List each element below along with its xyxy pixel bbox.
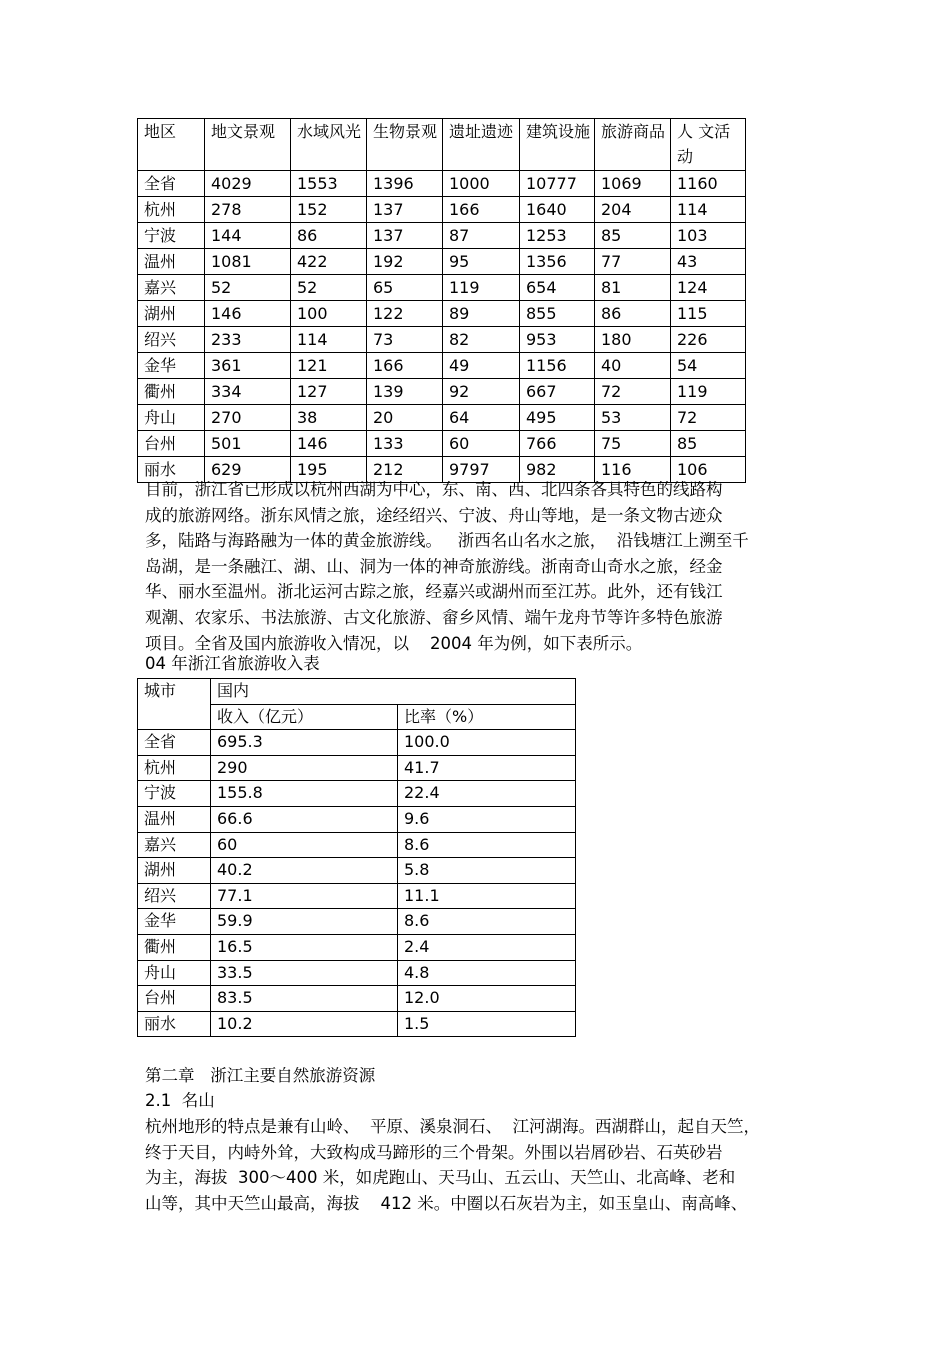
count-cell: 278	[205, 197, 291, 223]
count-cell: 65	[367, 275, 443, 301]
table-row	[138, 960, 576, 986]
count-cell: 139	[367, 379, 443, 405]
count-cell: 115	[671, 301, 746, 327]
count-cell: 100	[291, 301, 367, 327]
table-row	[138, 405, 746, 431]
count-cell: 137	[367, 197, 443, 223]
count-cell: 495	[520, 405, 595, 431]
city-cell: 绍兴	[138, 883, 211, 909]
city-cell: 温州	[138, 806, 211, 832]
tourism-income-table	[137, 678, 576, 1037]
ratio-cell: 11.1	[398, 883, 576, 909]
table-row	[138, 934, 576, 960]
count-cell: 82	[443, 327, 520, 353]
city-cell: 衢州	[138, 934, 211, 960]
count-cell: 152	[291, 197, 367, 223]
count-cell: 20	[367, 405, 443, 431]
count-cell: 146	[291, 431, 367, 457]
count-cell: 1081	[205, 249, 291, 275]
paragraph-tourism-routes	[145, 477, 805, 656]
table-header-cell: 生物景观	[367, 119, 443, 171]
count-cell: 1000	[443, 171, 520, 197]
city-cell: 宁波	[138, 781, 211, 807]
count-cell: 87	[443, 223, 520, 249]
city-cell: 台州	[138, 986, 211, 1012]
region-cell: 台州	[138, 431, 205, 457]
paragraph-line: 多，陆路与海路融为一体的黄金旅游线。 浙西名山名水之旅， 沿钱塘江上溯至千	[145, 531, 749, 551]
table-row	[138, 730, 576, 756]
count-cell: 204	[595, 197, 671, 223]
count-cell: 212	[367, 457, 443, 483]
paragraph-line: 终于天目，内峙外耸，大致构成马蹄形的三个骨架。外围以岩屑砂岩、石英砂岩	[145, 1142, 723, 1162]
ratio-cell: 8.6	[398, 909, 576, 935]
paragraph-line: 华、丽水至温州。浙北运河古踪之旅，经嘉兴或湖州而至江苏。此外，还有钱江	[145, 582, 723, 602]
income-cell: 83.5	[211, 986, 398, 1012]
table-row	[138, 832, 576, 858]
count-cell: 77	[595, 249, 671, 275]
region-cell: 全省	[138, 171, 205, 197]
section-heading: 2.1 名山	[145, 1091, 215, 1110]
paragraph-line: 为主，海拔 300～400 米，如虎跑山、天马山、五云山、天竺山、北高峰、老和	[145, 1168, 736, 1188]
city-cell: 丽水	[138, 1011, 211, 1037]
income-cell: 10.2	[211, 1011, 398, 1037]
table-header-cell: 建筑设施	[520, 119, 595, 171]
count-cell: 233	[205, 327, 291, 353]
paragraph-line: 目前，浙江省已形成以杭州西湖为中心，东、南、西、北四条各具特色的线路构	[145, 480, 723, 499]
count-cell: 146	[205, 301, 291, 327]
count-cell: 43	[671, 249, 746, 275]
table-row	[138, 431, 746, 457]
table-header-cell: 人 文活动	[671, 119, 746, 171]
count-cell: 124	[671, 275, 746, 301]
count-cell: 38	[291, 405, 367, 431]
income-cell: 59.9	[211, 909, 398, 935]
count-cell: 114	[291, 327, 367, 353]
count-cell: 122	[367, 301, 443, 327]
ratio-cell: 2.4	[398, 934, 576, 960]
domestic-header-cell: 国内	[211, 679, 576, 705]
count-cell: 92	[443, 379, 520, 405]
count-cell: 64	[443, 405, 520, 431]
count-cell: 1553	[291, 171, 367, 197]
ratio-cell: 22.4	[398, 781, 576, 807]
city-cell: 金华	[138, 909, 211, 935]
count-cell: 1069	[595, 171, 671, 197]
region-cell: 杭州	[138, 197, 205, 223]
count-cell: 85	[595, 223, 671, 249]
count-cell: 133	[367, 431, 443, 457]
count-cell: 1396	[367, 171, 443, 197]
city-cell: 嘉兴	[138, 832, 211, 858]
table-header-cell: 地文景观	[205, 119, 291, 171]
ratio-cell: 8.6	[398, 832, 576, 858]
count-cell: 422	[291, 249, 367, 275]
table-row	[138, 171, 746, 197]
count-cell: 72	[671, 405, 746, 431]
count-cell: 103	[671, 223, 746, 249]
region-cell: 衢州	[138, 379, 205, 405]
count-cell: 119	[443, 275, 520, 301]
ratio-cell: 4.8	[398, 960, 576, 986]
city-cell: 湖州	[138, 858, 211, 884]
table-row	[138, 275, 746, 301]
count-cell: 4029	[205, 171, 291, 197]
table-header-cell: 旅游商品	[595, 119, 671, 171]
table-row	[138, 1011, 576, 1037]
count-cell: 654	[520, 275, 595, 301]
count-cell: 127	[291, 379, 367, 405]
paragraph-line: 山等，其中天竺山最高，海拔 412 米。中圈以石灰岩为主，如玉皇山、南高峰、	[145, 1193, 748, 1213]
table-row	[138, 781, 576, 807]
count-cell: 1640	[520, 197, 595, 223]
region-cell: 温州	[138, 249, 205, 275]
count-cell: 137	[367, 223, 443, 249]
count-cell: 667	[520, 379, 595, 405]
table-header-cell: 遗址遗迹	[443, 119, 520, 171]
paragraph-line: 杭州地形的特点是兼有山岭、 平原、溪泉洞石、 江河湖海。西湖群山，起自天竺，	[145, 1117, 760, 1136]
region-cell: 舟山	[138, 405, 205, 431]
table-header-cell: 水域风光	[291, 119, 367, 171]
count-cell: 1253	[520, 223, 595, 249]
count-cell: 1160	[671, 171, 746, 197]
count-cell: 119	[671, 379, 746, 405]
region-cell: 绍兴	[138, 327, 205, 353]
income-cell: 40.2	[211, 858, 398, 884]
count-cell: 195	[291, 457, 367, 483]
table-row	[138, 858, 576, 884]
count-cell: 144	[205, 223, 291, 249]
count-cell: 9797	[443, 457, 520, 483]
count-cell: 953	[520, 327, 595, 353]
region-cell: 湖州	[138, 301, 205, 327]
count-cell: 982	[520, 457, 595, 483]
count-cell: 10777	[520, 171, 595, 197]
count-cell: 1156	[520, 353, 595, 379]
count-cell: 73	[367, 327, 443, 353]
income-header-cell: 收入（亿元）	[211, 704, 398, 730]
income-cell: 60	[211, 832, 398, 858]
paragraph-line: 成的旅游网络。浙东风情之旅，途经绍兴、宁波、舟山等地，是一条文物古迹众	[145, 505, 723, 525]
city-cell: 全省	[138, 730, 211, 756]
paragraph-line: 岛湖，是一条融江、湖、山、洞为一体的神奇旅游线。浙南奇山奇水之旅，经金	[145, 556, 723, 576]
table-caption: 04 年浙江省旅游收入表	[145, 654, 320, 673]
count-cell: 52	[291, 275, 367, 301]
count-cell: 106	[671, 457, 746, 483]
table-row	[138, 806, 576, 832]
table-row	[138, 249, 746, 275]
table-row	[138, 223, 746, 249]
income-cell: 16.5	[211, 934, 398, 960]
count-cell: 60	[443, 431, 520, 457]
count-cell: 270	[205, 405, 291, 431]
table-row	[138, 197, 746, 223]
count-cell: 53	[595, 405, 671, 431]
count-cell: 49	[443, 353, 520, 379]
region-cell: 丽水	[138, 457, 205, 483]
income-cell: 695.3	[211, 730, 398, 756]
count-cell: 40	[595, 353, 671, 379]
income-cell: 290	[211, 755, 398, 781]
count-cell: 89	[443, 301, 520, 327]
count-cell: 52	[205, 275, 291, 301]
count-cell: 166	[443, 197, 520, 223]
ratio-header-cell: 比率（%）	[398, 704, 576, 730]
income-cell: 33.5	[211, 960, 398, 986]
count-cell: 95	[443, 249, 520, 275]
table-row	[138, 986, 576, 1012]
paragraph-line: 观潮、农家乐、书法旅游、古文化旅游、畲乡风情、端午龙舟节等许多特色旅游	[145, 607, 723, 627]
tourism-resources-table	[137, 118, 746, 483]
count-cell: 361	[205, 353, 291, 379]
ratio-cell: 100.0	[398, 730, 576, 756]
count-cell: 86	[595, 301, 671, 327]
table-row	[138, 909, 576, 935]
paragraph-hangzhou-terrain	[145, 1114, 805, 1216]
count-cell: 81	[595, 275, 671, 301]
city-cell: 杭州	[138, 755, 211, 781]
count-cell: 226	[671, 327, 746, 353]
count-cell: 116	[595, 457, 671, 483]
count-cell: 855	[520, 301, 595, 327]
count-cell: 180	[595, 327, 671, 353]
table-row	[138, 353, 746, 379]
paragraph-line: 项目。全省及国内旅游收入情况，以 2004 年为例，如下表所示。	[145, 633, 643, 653]
income-cell: 155.8	[211, 781, 398, 807]
table-row	[138, 883, 576, 909]
count-cell: 86	[291, 223, 367, 249]
count-cell: 85	[671, 431, 746, 457]
table-row	[138, 327, 746, 353]
count-cell: 501	[205, 431, 291, 457]
count-cell: 334	[205, 379, 291, 405]
ratio-cell: 12.0	[398, 986, 576, 1012]
region-cell: 金华	[138, 353, 205, 379]
count-cell: 1356	[520, 249, 595, 275]
ratio-cell: 9.6	[398, 806, 576, 832]
city-header-cell: 城市	[138, 679, 211, 730]
region-cell: 嘉兴	[138, 275, 205, 301]
count-cell: 54	[671, 353, 746, 379]
income-cell: 66.6	[211, 806, 398, 832]
count-cell: 72	[595, 379, 671, 405]
chapter-heading: 第二章 浙江主要自然旅游资源	[145, 1066, 376, 1085]
table-header-row	[138, 119, 746, 171]
city-cell: 舟山	[138, 960, 211, 986]
count-cell: 629	[205, 457, 291, 483]
count-cell: 114	[671, 197, 746, 223]
income-cell: 77.1	[211, 883, 398, 909]
ratio-cell: 1.5	[398, 1011, 576, 1037]
table-row	[138, 301, 746, 327]
ratio-cell: 41.7	[398, 755, 576, 781]
count-cell: 75	[595, 431, 671, 457]
region-cell: 宁波	[138, 223, 205, 249]
count-cell: 166	[367, 353, 443, 379]
ratio-cell: 5.8	[398, 858, 576, 884]
table-row	[138, 755, 576, 781]
count-cell: 121	[291, 353, 367, 379]
table-header-cell: 地区	[138, 119, 205, 171]
count-cell: 192	[367, 249, 443, 275]
count-cell: 766	[520, 431, 595, 457]
table-row	[138, 379, 746, 405]
